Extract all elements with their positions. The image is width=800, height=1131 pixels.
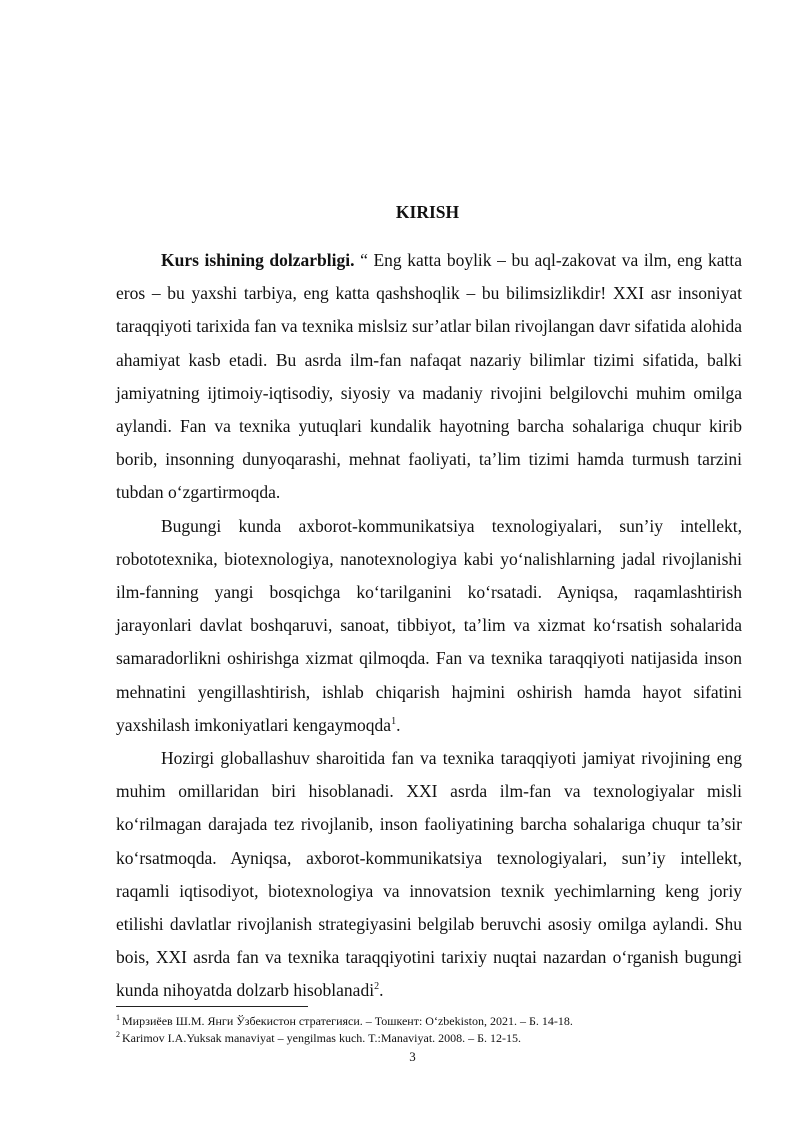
paragraph-relevance: [116, 244, 742, 510]
paragraph-technologies: [116, 510, 742, 742]
paragraph-globalization: [116, 742, 742, 1008]
paragraph-text: “ Eng katta boylik – bu aql-zakovat va ilm, eng katta eros – bu yaxshi tarbiya, eng katta qashshoqlik – bu bilimsizlikdir! XXI asr insoniyat taraqqiyoti tarixida fan va texnika mislsiz sur’atlar bilan rivojlangan davr sifatida alohida ahamiyat kasb etadi. Bu asrda ilm-fan nafaqat nazariy bilimlar tizimi sifatida, balki jamiyatning ijtimoiy-iqtisodiy, siyosiy va madaniy rivojini belgilovchi muhim omilga aylandi. Fan va texnika yutuqlari kundalik hayotning barcha sohalariga chuqur kirib borib, insonning dunyoqarashi, mehnat faoliyati, ta’lim tizimi hamda turmush tarzini tubdan o‘zgartirmoqda.: [116, 250, 742, 503]
page-number: 3: [409, 1049, 416, 1064]
footnote-reference[interactable]: 2: [374, 981, 380, 993]
footnote-item: [116, 1013, 742, 1030]
paragraph-text: Bugungi kunda axborot-kommunikatsiya texnologiyalari, sun’iy intellekt, robototexnika, biotexnologiya, nanotexnologiya kabi yo‘nalishlarning jadal rivojlanishi ilm-fanning yangi bosqichga ko‘tarilganini ko‘rsatadi. Ayniqsa, raqamlashtirish jarayonlari davlat boshqaruvi, sanoat, tibbiyot, ta’lim va xizmat ko‘rsatish sohalarida samaradorlikni oshirishga xizmat qilmoqda. Fan va texnika taraqqiyoti natijasida inson mehnatini yengillashtirish, ishlab chiqarish hajmini oshirish hamda hayot sifatini yaxshilash imkoniyatlari kengaymoqda: [116, 515, 742, 735]
footnote-text: Karimov I.A.Yuksak manaviyat – yengilmas kuch. T.:Manaviyat. 2008. – Б. 12-15.: [122, 1031, 522, 1045]
footnotes: [116, 1013, 742, 1047]
section-heading: KIRISH: [395, 202, 460, 222]
body-text: [116, 244, 742, 1008]
paragraph-end: .: [379, 980, 384, 1001]
paragraph-lead: Kurs ishining dolzarbligi.: [161, 250, 355, 270]
footnote-reference[interactable]: 1: [391, 716, 397, 728]
footnote-separator: [116, 1006, 308, 1007]
footnote-mark: 2: [116, 1030, 120, 1039]
paragraph-text: Hozirgi globallashuv sharoitida fan va texnika taraqqiyoti jamiyat rivojining eng muhim omillaridan biri hisoblanadi. XXI asrda ilm-fan va texnologiyalar misli ko‘rilmagan darajada tez rivojlanib, inson faoliyatining barcha sohalariga chuqur ta’sir ko‘rsatmoqda. Ayniqsa, axborot-kommunikatsiya texnologiyalari, sun’iy intellekt, raqamli iqtisodiyot, biotexnologiya va innovatsion texnik yechimlarning keng joriy etilishi davlatlar rivojlanish strategiyasini belgilab beruvchi asosiy omilga aylandi. Shu bois, XXI asrda fan va texnika taraqqiyotini tarixiy nuqtai nazardan o‘rganish bugungi kunda nihoyatda dolzarb hisoblanadi: [116, 748, 742, 1001]
paragraph-end: .: [396, 714, 401, 735]
footnote-text: Мирзиёев Ш.М. Янги Ўзбекистон стратегияси. – Тошкент: O‘zbekiston, 2021. – Б. 14-18.: [122, 1014, 573, 1028]
footnote-mark: 1: [116, 1013, 120, 1022]
footnote-item: [116, 1030, 742, 1047]
